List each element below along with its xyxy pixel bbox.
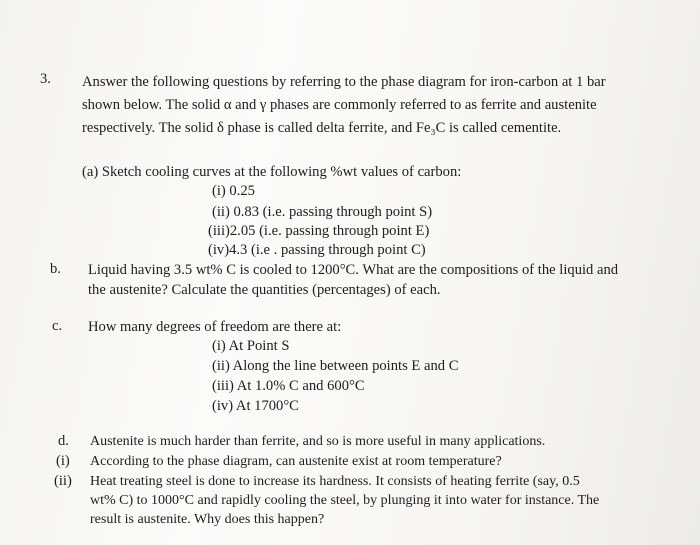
part-d-line-2: According to the phase diagram, can austenite exist at room temperature? (90, 454, 502, 469)
part-d-line-3: Heat treating steel is done to increase its hardness. It consists of heating ferrite (say, 0.5 (90, 474, 580, 489)
part-d-line-1: Austenite is much harder than ferrite, and so is more useful in many applications. (90, 434, 546, 449)
part-a-item-2: (ii) 0.83 (i.e. passing through point S) (212, 204, 433, 220)
part-c-item-3: (iii) At 1.0% C and 600°C (212, 378, 365, 394)
part-c-item-2: (ii) Along the line between points E and C (212, 358, 459, 374)
part-b-line-2: the austenite? Calculate the quantities (percentages) of each. (88, 282, 441, 298)
question-number: 3. (40, 71, 51, 87)
part-c-marker: c. (52, 318, 63, 334)
part-b-line-1: Liquid having 3.5 wt% C is cooled to 1200°C. What are the compositions of the liquid and (88, 262, 619, 278)
intro-line-2: shown below. The solid α and γ phases are commonly referred to as ferrite and austenite (82, 97, 597, 113)
part-a-item-4: (iv)4.3 (i.e . passing through point C) (208, 242, 426, 258)
part-d-sub-marker-ii: (ii) (54, 473, 72, 489)
part-c-item-1: (i) At Point S (212, 338, 290, 354)
part-b-marker: b. (50, 261, 61, 277)
intro-line-3: respectively. The solid δ phase is called delta ferrite, and Fe₃C is called cementite. (82, 120, 562, 136)
part-c-prompt: How many degrees of freedom are there at: (88, 319, 342, 335)
part-a-prompt: (a) Sketch cooling curves at the following %wt values of carbon: (82, 164, 462, 180)
part-d-sub-marker-i: (i) (56, 453, 70, 469)
part-c-item-4: (iv) At 1700°C (212, 398, 299, 414)
part-d-line-5: result is austenite. Why does this happen? (90, 512, 325, 527)
part-d-line-4: wt% C) to 1000°C and rapidly cooling the steel, by plunging it into water for instance. The (90, 493, 600, 508)
part-a-item-3: (iii)2.05 (i.e. passing through point E) (208, 223, 430, 239)
intro-line-1: Answer the following questions by referring to the phase diagram for iron-carbon at 1 bar (82, 74, 606, 90)
part-a-item-1: (i) 0.25 (212, 183, 255, 199)
part-d-marker: d. (58, 433, 69, 449)
